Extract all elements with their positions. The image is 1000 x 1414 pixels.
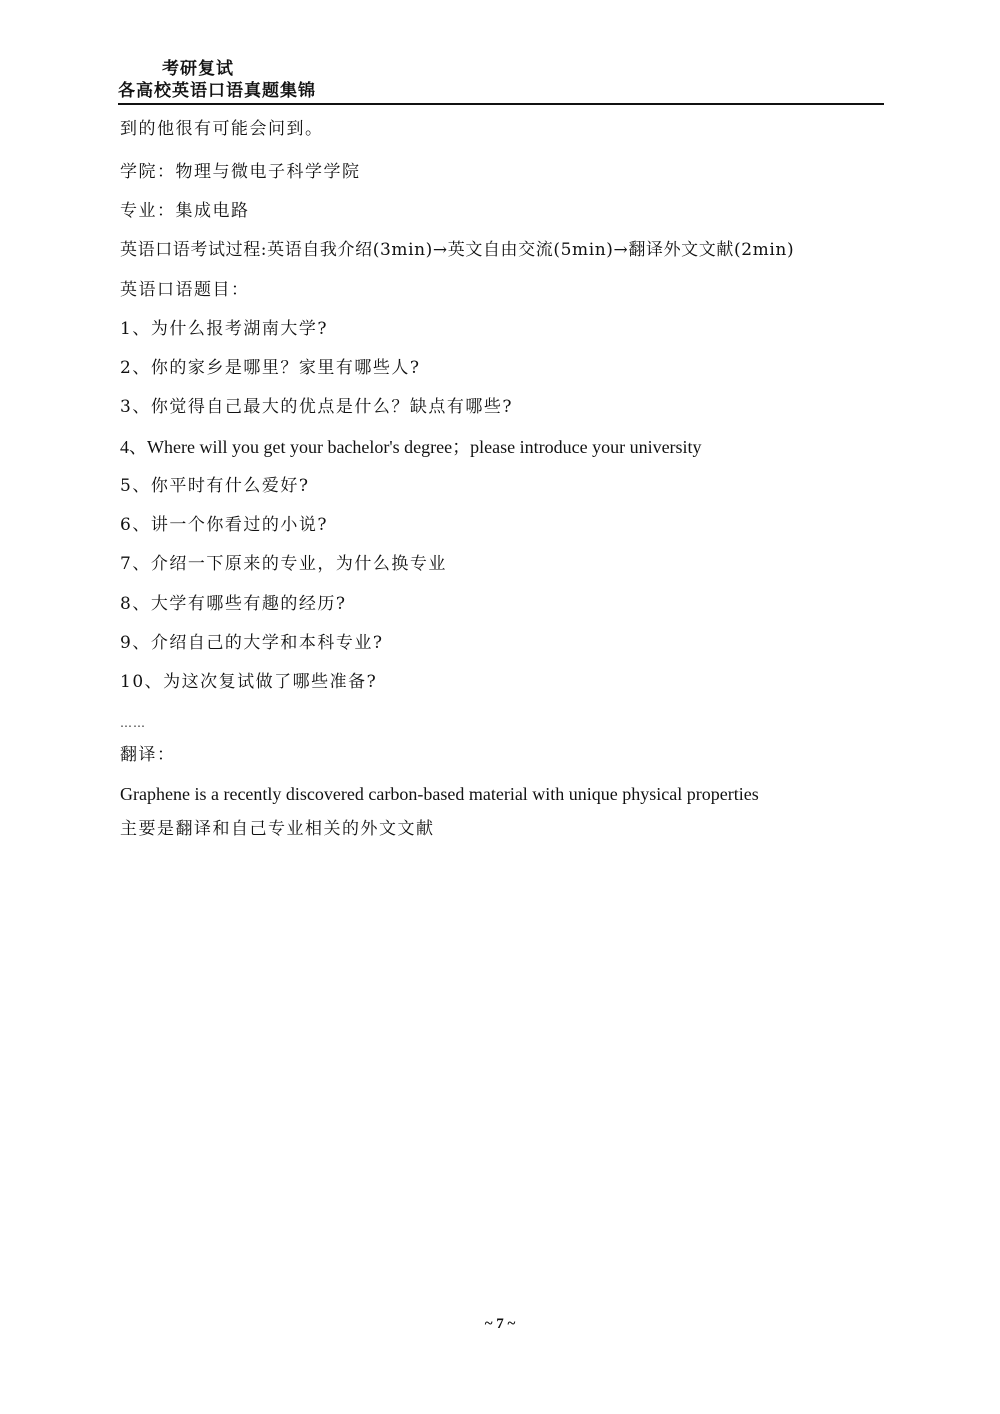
translation-note: 主要是翻译和自己专业相关的外文文献 — [120, 819, 435, 839]
translation-heading: 翻译： — [120, 745, 176, 765]
major-line: 专业：集成电路 — [120, 201, 250, 221]
question-item: 3、你觉得自己最大的优点是什么？缺点有哪些? — [120, 397, 513, 417]
question-item: 1、为什么报考湖南大学? — [120, 319, 328, 339]
header-subtitle: 考研复试 — [162, 59, 234, 79]
question-item: 8、大学有哪些有趣的经历? — [120, 594, 347, 614]
question-item: 2、你的家乡是哪里？家里有哪些人? — [120, 358, 421, 378]
ellipsis: …… — [120, 716, 146, 730]
exam-process-line: 英语口语考试过程:英语自我介绍(3min)→英文自由交流(5min)→翻译外文文献(2min) — [120, 240, 795, 260]
question-item: 5、你平时有什么爱好? — [120, 476, 310, 496]
question-item: 6、讲一个你看过的小说? — [120, 515, 328, 535]
translation-sentence: Graphene is a recently discovered carbon-based material with unique physical properties — [120, 784, 759, 804]
question-item: 4、Where will you get your bachelor's degree；please introduce your university — [120, 437, 702, 457]
header-title: 各高校英语口语真题集锦 — [118, 81, 316, 101]
intro-tail-line: 到的他很有可能会问到。 — [120, 119, 324, 139]
college-line: 学院：物理与微电子科学学院 — [120, 162, 361, 182]
header-divider — [118, 103, 884, 105]
question-item: 10、为这次复试做了哪些准备? — [120, 672, 378, 692]
page-number: ~ 7 ~ — [484, 1316, 516, 1332]
question-item: 7、介绍一下原来的专业，为什么换专业 — [120, 554, 447, 574]
questions-heading: 英语口语题目： — [120, 280, 250, 300]
question-item: 9、介绍自己的大学和本科专业? — [120, 633, 384, 653]
